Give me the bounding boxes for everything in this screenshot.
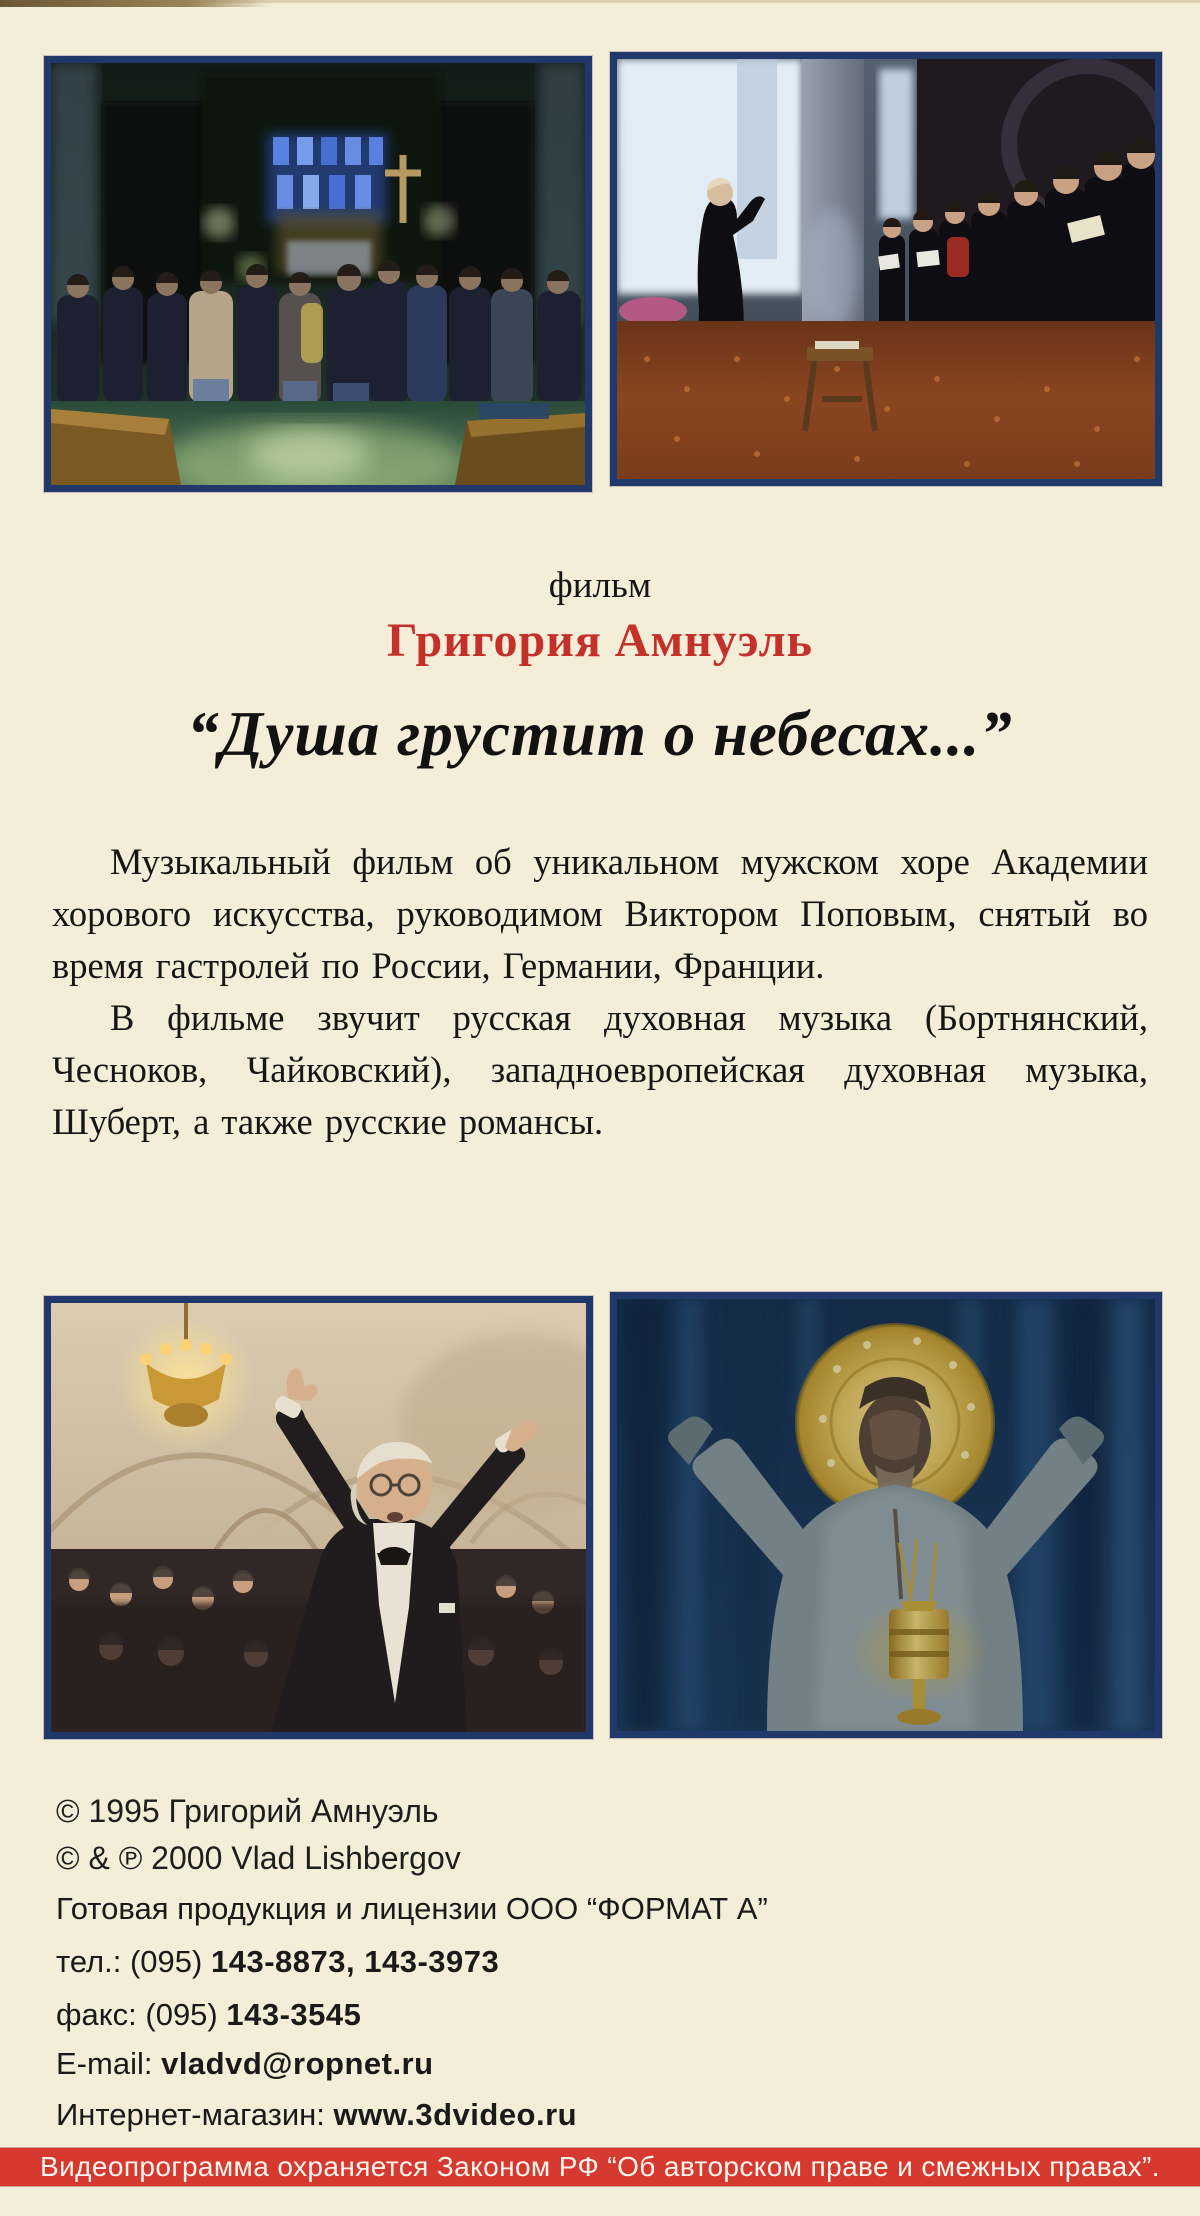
phone-label: тел.: (095): [56, 1944, 211, 1979]
synopsis-paragraph-2: В фильме звучит русская духовная музыка (Бортнянский, Чесноков, Чайковский), западноевропейская духовная музыка, Шуберт, а также русские романсы.: [52, 997, 1148, 1142]
photo-saint-icon: [610, 1292, 1162, 1738]
choir-group-illustration: [51, 63, 585, 485]
film-label: фильм: [548, 565, 652, 606]
concert-illustration: [51, 1303, 586, 1732]
shop-url: www.3dvideo.ru: [333, 2097, 578, 2132]
copyright-line-2000: © & ℗ 2000 Vlad Lishbergov: [56, 1840, 461, 1876]
distribution-block: [56, 1882, 768, 2041]
phone-numbers: 143-8873, 143-3973: [210, 1944, 500, 1979]
distribution-line: Готовая продукция и лицензии ООО “ФОРМАТ А”: [56, 1891, 768, 1926]
legal-notice-text: Видеопрограмма охраняется Законом РФ “Об авторском праве и смежных правах”.: [40, 2151, 1160, 2182]
icon-illustration: [617, 1299, 1155, 1731]
copyright-line-1995: © 1995 Григорий Амнуэль: [56, 1793, 439, 1829]
synopsis: [52, 836, 1148, 1148]
email-label: E-mail:: [56, 2046, 162, 2081]
fax-label: факс: (095): [56, 1997, 227, 2032]
copyright-block: [56, 1788, 461, 1882]
fax-number: 143-3545: [226, 1997, 362, 2032]
shop-label: Интернет-магазин:: [56, 2097, 334, 2132]
photo-conductor-rehearsal: [610, 52, 1162, 486]
online-contacts-block: [56, 2038, 577, 2140]
email-line: [56, 2038, 577, 2089]
phone-line: [56, 1935, 768, 1988]
rehearsal-illustration: [617, 59, 1155, 479]
scan-edge-dark: [0, 0, 272, 7]
photo-choir-group-in-church: [44, 56, 592, 492]
credit-block: [0, 566, 1200, 668]
film-title: “Душа грустит о небесах...”: [187, 699, 1013, 769]
fax-line: [56, 1988, 768, 2041]
shop-line: [56, 2089, 577, 2140]
director-name: Григория Амнуэль: [387, 614, 813, 667]
email-address: vladvd@ropnet.ru: [161, 2046, 434, 2081]
legal-banner: [0, 2148, 1200, 2186]
synopsis-paragraph-1: Музыкальный фильм об уникальном мужском хоре Академии хорового искусства, руководимом Виктором Поповым, снятый во время гастролей по России, Германии, Франции.: [52, 841, 1148, 986]
photo-conductor-concert: [44, 1296, 593, 1739]
